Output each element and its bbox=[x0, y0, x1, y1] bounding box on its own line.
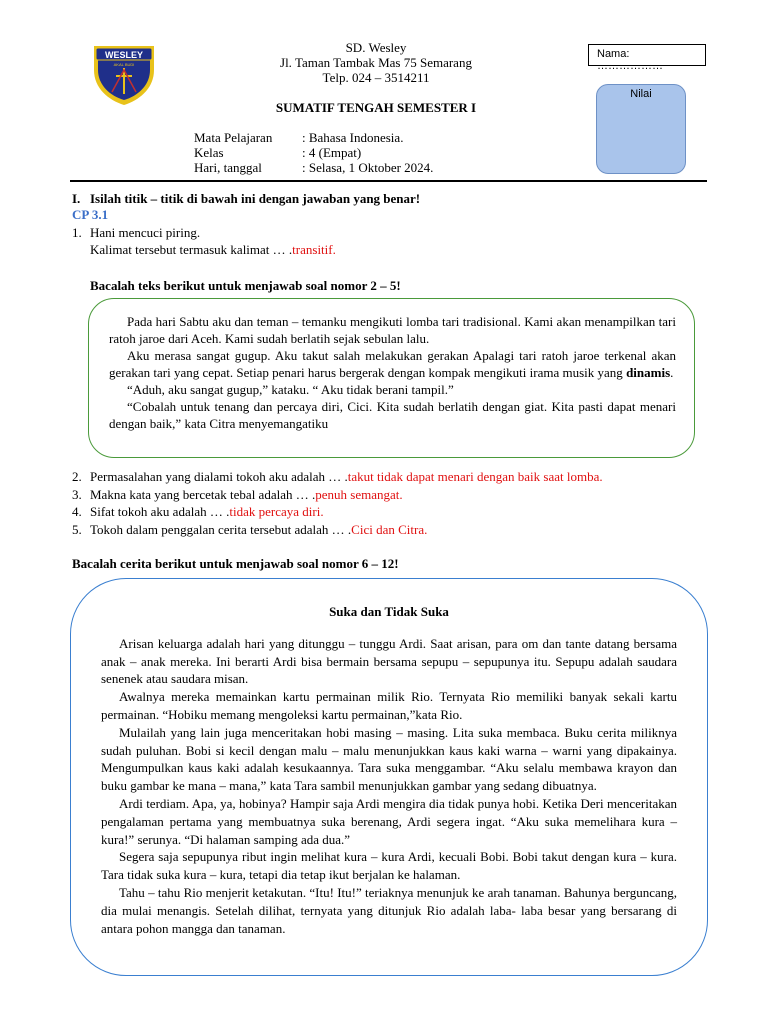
school-name: SD. Wesley bbox=[345, 40, 407, 55]
school-logo bbox=[90, 40, 158, 106]
exam-title: SUMATIF TENGAH SEMESTER I bbox=[275, 100, 477, 115]
story-title: Suka dan Tidak Suka bbox=[329, 604, 449, 619]
question-2: 2. Permasalahan yang dialami tokoh aku adalah … .takut tidak dapat menari dengan baik saat lomba. bbox=[72, 469, 603, 484]
exam-info bbox=[194, 130, 433, 175]
question-text: Permasalahan yang dialami tokoh aku adalah … . bbox=[90, 469, 348, 484]
answer-text[interactable]: takut tidak dapat menari dengan baik saat lomba. bbox=[347, 469, 603, 484]
info-row-subject bbox=[194, 130, 433, 145]
text-paragraph: “Aduh, aku sangat gugup,” kataku. “ Aku tidak berani tampil.” bbox=[127, 382, 454, 397]
answer-text[interactable]: transitif. bbox=[292, 242, 336, 257]
story-paragraph: Awalnya mereka memainkan kartu permainan milik Rio. Ternyata Rio memiliki banyak sekali kartu permainan. “Hobiku memang mengoleksi kartu permainan,”kata Rio. bbox=[101, 689, 677, 722]
question-number: 1. bbox=[72, 225, 82, 240]
score-label: Nilai bbox=[630, 88, 652, 100]
instruction-6-12: Bacalah cerita berikut untuk menjawab soal nomor 6 – 12! bbox=[72, 556, 399, 571]
school-header bbox=[200, 40, 552, 85]
story-paragraph: Ardi terdiam. Apa, ya, hobinya? Hampir saja Ardi mengira dia tidak punya hobi. Ketika Deri menceritakan pengalaman pertama yang membuatnya suka berenang, Ardi segera ingat. “Aku suka memelihara kura – kura!” serunya. “Di halaman samping ada dua.” bbox=[101, 795, 677, 847]
reading-text-box bbox=[88, 298, 695, 458]
info-label: Mata Pelajaran bbox=[194, 130, 273, 145]
logo-subtext: AKAL BUDI bbox=[113, 62, 135, 67]
question-text: Tokoh dalam penggalan cerita tersebut adalah … . bbox=[90, 521, 352, 537]
question-text: Kalimat tersebut termasuk kalimat … . bbox=[90, 242, 293, 257]
score-box[interactable] bbox=[596, 84, 686, 174]
question-3: 3. Makna kata yang bercetak tebal adalah … .penuh semangat. bbox=[72, 486, 403, 502]
instruction-2-5: Bacalah teks berikut untuk menjawab soal nomor 2 – 5! bbox=[90, 278, 401, 293]
question-text: Makna kata yang bercetak tebal adalah … . bbox=[90, 486, 316, 502]
story-paragraph: Mulailah yang lain juga menceritakan hobi masing – masing. Lita suka membaca. Buku cerita miliknya sudah puluhan. Bobi si kecil dengan malu – malu menunjukkan kaus kaki warna – warni yang dipakainya. Mengumpulkan kaus kaki adalah kesukaannya. Tara suka menggambar. “Aku selalu membawa krayon dan buku gambar ke mana – mana,” kata Tara sambil menunjukkan gambar yang sedang dibuatnya. bbox=[101, 724, 677, 794]
school-phone: Telp. 024 – 3514211 bbox=[322, 70, 430, 85]
story-paragraph: Segera saja sepupunya ribut ingin melihat kura – kura Ardi, kecuali Bobi. Bobi takut dengan kura – kura. Tara tidak suka kura – kura, tetapi dia tetap ikut berjalan ke halaman. bbox=[101, 849, 677, 883]
info-label: Kelas bbox=[194, 145, 224, 160]
info-label: Hari, tanggal bbox=[194, 160, 262, 175]
info-value: : Bahasa Indonesia. bbox=[302, 130, 404, 145]
answer-text[interactable]: penuh semangat. bbox=[315, 486, 403, 502]
story-paragraph: Arisan keluarga adalah hari yang ditunggu – tunggu Ardi. Saat arisan, para om dan tante datang bersama anak – anak mereka. Ini berarti Ardi bisa bermain bersama sepupu – sepupunya itu. Sepupu adalah saudara senenek atau saudara misan. bbox=[101, 635, 677, 687]
school-address: Jl. Taman Tambak Mas 75 Semarang bbox=[280, 55, 472, 70]
question-list bbox=[72, 468, 603, 538]
bold-word: dinamis bbox=[626, 365, 671, 380]
info-value: : Selasa, 1 Oktober 2024. bbox=[302, 160, 434, 175]
text-paragraph: Pada hari Sabtu aku dan teman – temanku mengikuti lomba tari tradisional. Kami akan menampilkan tari ratoh jaroe dari Aceh. Kami sudah berlatih sejak sebulan lalu. bbox=[109, 314, 676, 346]
text-paragraph: Aku merasa sangat gugup. Aku takut salah melakukan gerakan Apalagi tari ratoh jaroe terkenal akan gerakan tari yang cepat. Setiap penari harus bergerak dengan kompak mengikuti irama musik yang dinamis. bbox=[109, 348, 676, 380]
answer-text[interactable]: Cici dan Citra. bbox=[351, 521, 428, 537]
section-instruction: Isilah titik – titik di bawah ini dengan jawaban yang benar! bbox=[90, 191, 421, 206]
info-row-class bbox=[194, 145, 433, 160]
info-row-date bbox=[194, 160, 433, 175]
story-paragraph: Tahu – tahu Rio menjerit ketakutan. “Itu! Itu!” teriaknya menunjuk ke arah tanaman. Bahunya berguncang, dia mulai menangis. Setelah dilihat, ternyata yang ditunjuk Rio adalah laba- laba besar yang bersarang di antara pohon mangga dan tanaman. bbox=[101, 884, 677, 936]
question-text: Hani mencuci piring. bbox=[90, 225, 201, 240]
answer-text[interactable]: tidak percaya diri. bbox=[229, 504, 324, 519]
info-value: : 4 (Empat) bbox=[302, 145, 362, 160]
story-box bbox=[70, 578, 708, 976]
section-number: I. bbox=[72, 191, 81, 206]
question-text: Sifat tokoh aku adalah … . bbox=[90, 504, 230, 519]
text-paragraph: “Cobalah untuk tenang dan percaya diri, Cici. Kita sudah berlatih dengan giat. Kita pasti dapat menari dengan baik,” kata Citra menyemangatiku bbox=[109, 399, 676, 431]
question-5: 5. Tokoh dalam penggalan cerita tersebut adalah … .Cici dan Citra. bbox=[72, 521, 428, 537]
logo-text: WESLEY bbox=[104, 50, 144, 60]
question-1 bbox=[72, 224, 336, 258]
question-4: 4. Sifat tokoh aku adalah … .tidak percaya diri. bbox=[72, 504, 324, 519]
header-divider bbox=[70, 180, 707, 182]
cp-label: CP 3.1 bbox=[72, 207, 109, 222]
name-field[interactable]: Nama: ……………… bbox=[588, 44, 706, 66]
section-one-heading bbox=[72, 191, 420, 207]
